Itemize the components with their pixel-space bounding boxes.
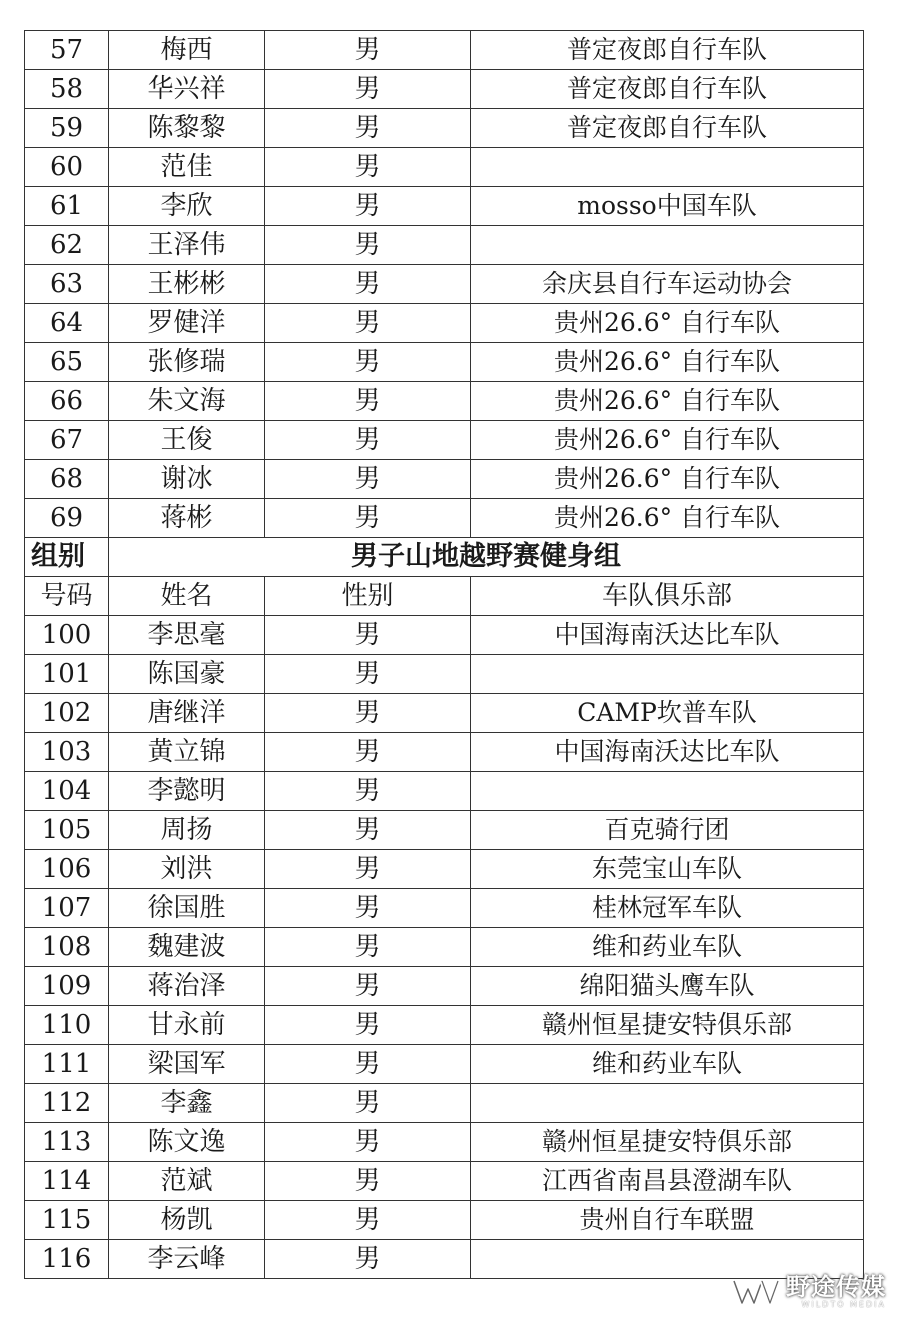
cell-number: 104 (25, 772, 109, 811)
cell-name: 范佳 (109, 148, 265, 187)
cell-number: 106 (25, 850, 109, 889)
cell-number: 68 (25, 460, 109, 499)
header-number: 号码 (25, 577, 109, 616)
table-row (25, 187, 864, 226)
cell-team: 普定夜郎自行车队 (471, 109, 864, 148)
cell-name: 罗健洋 (109, 304, 265, 343)
cell-number: 108 (25, 928, 109, 967)
cell-gender: 男 (265, 1240, 471, 1279)
cell-name: 唐继洋 (109, 694, 265, 733)
cell-team: 普定夜郎自行车队 (471, 70, 864, 109)
w-logo-icon (732, 1277, 780, 1307)
cell-gender: 男 (265, 694, 471, 733)
cell-gender: 男 (265, 304, 471, 343)
watermark (732, 1274, 886, 1309)
cell-gender: 男 (265, 616, 471, 655)
cell-number: 100 (25, 616, 109, 655)
cell-number: 116 (25, 1240, 109, 1279)
cell-team: 贵州26.6° 自行车队 (471, 343, 864, 382)
table-row (25, 850, 864, 889)
cell-gender: 男 (265, 733, 471, 772)
cell-team: 贵州26.6° 自行车队 (471, 304, 864, 343)
table-row (25, 1162, 864, 1201)
cell-team: 贵州26.6° 自行车队 (471, 382, 864, 421)
cell-gender: 男 (265, 343, 471, 382)
cell-name: 范斌 (109, 1162, 265, 1201)
table-row (25, 1201, 864, 1240)
cell-name: 陈黎黎 (109, 109, 265, 148)
cell-name: 周扬 (109, 811, 265, 850)
cell-gender: 男 (265, 655, 471, 694)
cell-name: 谢冰 (109, 460, 265, 499)
cell-gender: 男 (265, 967, 471, 1006)
cell-gender: 男 (265, 499, 471, 538)
cell-team: 赣州恒星捷安特俱乐部 (471, 1006, 864, 1045)
cell-gender: 男 (265, 850, 471, 889)
cell-name: 王俊 (109, 421, 265, 460)
header-gender: 性别 (265, 577, 471, 616)
cell-name: 黄立锦 (109, 733, 265, 772)
header-team: 车队俱乐部 (471, 577, 864, 616)
cell-gender: 男 (265, 1084, 471, 1123)
cell-name: 陈文逸 (109, 1123, 265, 1162)
cell-number: 57 (25, 31, 109, 70)
cell-name: 甘永前 (109, 1006, 265, 1045)
table-row (25, 967, 864, 1006)
cell-number: 59 (25, 109, 109, 148)
group-label: 组别 (25, 538, 109, 577)
cell-team: 贵州26.6° 自行车队 (471, 460, 864, 499)
header-name: 姓名 (109, 577, 265, 616)
cell-gender: 男 (265, 70, 471, 109)
cell-team: 普定夜郎自行车队 (471, 31, 864, 70)
cell-number: 103 (25, 733, 109, 772)
cell-name: 徐国胜 (109, 889, 265, 928)
cell-team: CAMP坎普车队 (471, 694, 864, 733)
cell-number: 69 (25, 499, 109, 538)
cell-team: 维和药业车队 (471, 1045, 864, 1084)
cell-team (471, 655, 864, 694)
cell-number: 61 (25, 187, 109, 226)
cell-team: 桂林冠军车队 (471, 889, 864, 928)
cell-number: 107 (25, 889, 109, 928)
table-row (25, 1045, 864, 1084)
cell-name: 刘洪 (109, 850, 265, 889)
cell-number: 113 (25, 1123, 109, 1162)
table-row (25, 928, 864, 967)
roster-bottom-section (25, 616, 864, 1279)
cell-gender: 男 (265, 265, 471, 304)
table-row (25, 265, 864, 304)
cell-number: 101 (25, 655, 109, 694)
table-row (25, 421, 864, 460)
cell-number: 67 (25, 421, 109, 460)
cell-team: 维和药业车队 (471, 928, 864, 967)
table-row (25, 31, 864, 70)
cell-number: 112 (25, 1084, 109, 1123)
table-row (25, 733, 864, 772)
cell-team: 中国海南沃达比车队 (471, 733, 864, 772)
cell-team: 赣州恒星捷安特俱乐部 (471, 1123, 864, 1162)
cell-gender: 男 (265, 928, 471, 967)
cell-gender: 男 (265, 460, 471, 499)
cell-name: 华兴祥 (109, 70, 265, 109)
table-row (25, 343, 864, 382)
cell-gender: 男 (265, 1123, 471, 1162)
cell-team: 贵州自行车联盟 (471, 1201, 864, 1240)
table-row (25, 1123, 864, 1162)
cell-name: 杨凯 (109, 1201, 265, 1240)
table-row (25, 382, 864, 421)
cell-number: 110 (25, 1006, 109, 1045)
cell-gender: 男 (265, 1045, 471, 1084)
cell-gender: 男 (265, 187, 471, 226)
cell-team: 江西省南昌县澄湖车队 (471, 1162, 864, 1201)
cell-gender: 男 (265, 1201, 471, 1240)
cell-gender: 男 (265, 1162, 471, 1201)
cell-number: 109 (25, 967, 109, 1006)
cell-gender: 男 (265, 772, 471, 811)
cell-name: 张修瑞 (109, 343, 265, 382)
cell-number: 65 (25, 343, 109, 382)
table-row (25, 499, 864, 538)
cell-number: 102 (25, 694, 109, 733)
cell-team: 百克骑行团 (471, 811, 864, 850)
cell-number: 66 (25, 382, 109, 421)
table-row (25, 460, 864, 499)
cell-team: mosso中国车队 (471, 187, 864, 226)
cell-team: 中国海南沃达比车队 (471, 616, 864, 655)
cell-team: 东莞宝山车队 (471, 850, 864, 889)
cell-name: 朱文海 (109, 382, 265, 421)
cell-name: 李鑫 (109, 1084, 265, 1123)
roster-top-section (25, 31, 864, 538)
cell-team (471, 772, 864, 811)
roster-table (24, 30, 864, 1279)
table-row (25, 655, 864, 694)
cell-gender: 男 (265, 382, 471, 421)
cell-gender: 男 (265, 31, 471, 70)
table-row (25, 1240, 864, 1279)
cell-team: 贵州26.6° 自行车队 (471, 421, 864, 460)
cell-name: 梅西 (109, 31, 265, 70)
cell-team (471, 226, 864, 265)
cell-name: 李云峰 (109, 1240, 265, 1279)
table-row (25, 1084, 864, 1123)
cell-name: 魏建波 (109, 928, 265, 967)
group-section (25, 538, 864, 616)
table-row (25, 148, 864, 187)
table-row (25, 694, 864, 733)
table-row (25, 1006, 864, 1045)
cell-gender: 男 (265, 226, 471, 265)
cell-number: 105 (25, 811, 109, 850)
cell-name: 梁国军 (109, 1045, 265, 1084)
cell-gender: 男 (265, 889, 471, 928)
cell-name: 王彬彬 (109, 265, 265, 304)
watermark-name: 野途传媒 (786, 1273, 886, 1301)
table-row (25, 226, 864, 265)
cell-name: 蒋治泽 (109, 967, 265, 1006)
table-row (25, 772, 864, 811)
table-row (25, 889, 864, 928)
group-title: 男子山地越野赛健身组 (109, 538, 864, 577)
table-row (25, 109, 864, 148)
column-header-row (25, 577, 864, 616)
cell-team: 绵阳猫头鹰车队 (471, 967, 864, 1006)
cell-number: 115 (25, 1201, 109, 1240)
cell-team (471, 148, 864, 187)
cell-number: 60 (25, 148, 109, 187)
cell-gender: 男 (265, 109, 471, 148)
table-row (25, 304, 864, 343)
cell-number: 62 (25, 226, 109, 265)
cell-name: 李思毫 (109, 616, 265, 655)
cell-team: 贵州26.6° 自行车队 (471, 499, 864, 538)
cell-name: 李欣 (109, 187, 265, 226)
table-row (25, 616, 864, 655)
table-row (25, 811, 864, 850)
table-row (25, 70, 864, 109)
cell-name: 李懿明 (109, 772, 265, 811)
cell-name: 陈国豪 (109, 655, 265, 694)
cell-gender: 男 (265, 811, 471, 850)
cell-gender: 男 (265, 148, 471, 187)
cell-number: 64 (25, 304, 109, 343)
cell-number: 58 (25, 70, 109, 109)
cell-gender: 男 (265, 1006, 471, 1045)
cell-number: 111 (25, 1045, 109, 1084)
cell-number: 114 (25, 1162, 109, 1201)
cell-team: 余庆县自行车运动协会 (471, 265, 864, 304)
cell-number: 63 (25, 265, 109, 304)
cell-team (471, 1084, 864, 1123)
watermark-sub: WILDTO MEDIA (801, 1300, 886, 1309)
group-row (25, 538, 864, 577)
cell-name: 王泽伟 (109, 226, 265, 265)
cell-name: 蒋彬 (109, 499, 265, 538)
cell-gender: 男 (265, 421, 471, 460)
